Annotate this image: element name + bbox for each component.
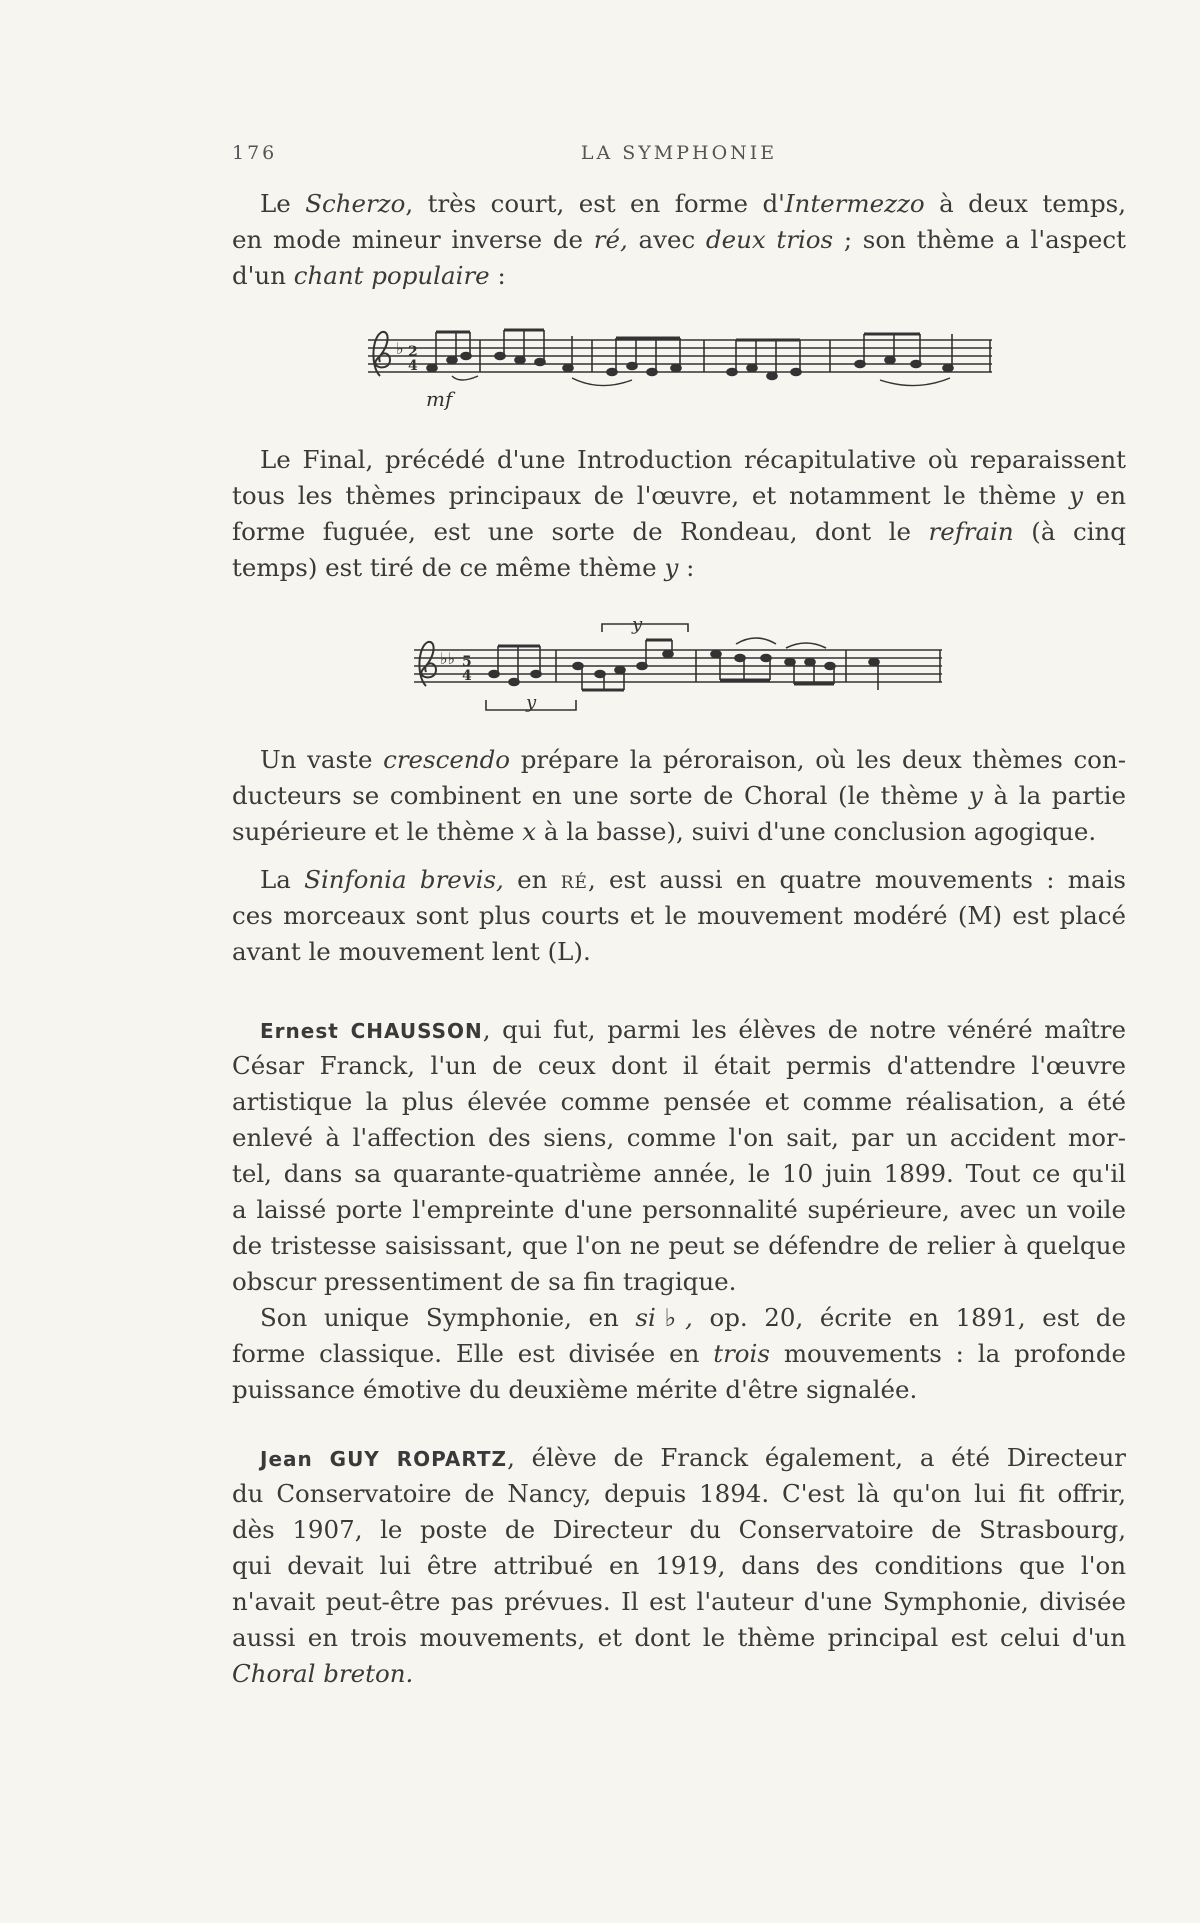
music-example-final: [406, 610, 946, 720]
text-run: artistique la plus élevée comme pensée et comme réalisation, a été: [232, 1087, 1126, 1116]
text-line: [232, 1620, 1126, 1656]
text-run: tel, dans sa quarante-quatrième année, le 10 juin 1899. Tout ce qu'il: [232, 1159, 1126, 1188]
text-run: tous les thèmes principaux de l'œuvre, et notamment le thème: [232, 481, 1070, 510]
text-line: [232, 778, 1126, 814]
italic-run: y: [1069, 481, 1083, 510]
text-line: [232, 1084, 1126, 1120]
text-run: (à cinq: [1013, 517, 1126, 546]
composer-name: Ernest CHAUSSON: [260, 1019, 483, 1043]
theme-label-top: y: [632, 614, 643, 635]
text-run: à la partie: [982, 781, 1126, 810]
text-line: [232, 186, 1126, 222]
paragraph-ropartz: [232, 1440, 1126, 1692]
text-line: [232, 514, 1126, 550]
text-run: mouvements : la profonde: [769, 1339, 1126, 1368]
text-run: en: [1082, 481, 1126, 510]
text-run: Un vaste: [260, 745, 384, 774]
italic-run: Sinfonia brevis,: [304, 865, 504, 894]
svg-text:4: 4: [408, 358, 418, 374]
text-line: [232, 478, 1126, 514]
text-run: ; son thème a l'aspect: [833, 225, 1126, 254]
text-run: :: [678, 553, 695, 582]
text-run: obscur pressentiment de sa fin tragique.: [232, 1267, 737, 1296]
small-caps-run: ré: [560, 865, 588, 894]
italic-run: si♭,: [635, 1303, 693, 1332]
svg-text:♭♭: ♭♭: [440, 649, 456, 668]
text-line: [232, 1584, 1126, 1620]
text-line: [232, 258, 1126, 294]
text-run: puissance émotive du deuxième mérite d'être signalée.: [232, 1375, 918, 1404]
italic-run: x: [522, 817, 537, 846]
text-line: [232, 742, 1126, 778]
text-run: en: [503, 865, 561, 894]
text-run: à deux temps,: [924, 189, 1126, 218]
svg-text:4: 4: [462, 668, 472, 684]
italic-run: y: [664, 553, 679, 582]
text-run: a laissé porte l'empreinte d'une personnalité supérieure, avec un voile: [232, 1195, 1126, 1224]
text-line: [232, 442, 1126, 478]
text-run: temps) est tiré de ce même thème: [232, 553, 665, 582]
italic-run: crescendo: [383, 745, 511, 774]
text-line: [232, 1476, 1126, 1512]
text-line: [232, 862, 1126, 898]
text-line: [232, 1440, 1126, 1476]
text-run: Son unique Symphonie, en: [260, 1303, 636, 1332]
text-run: prépare la péroraison, où les deux thèmes con-: [510, 745, 1126, 774]
text-line: [232, 1156, 1126, 1192]
text-line: [232, 1012, 1126, 1048]
text-run: ces morceaux sont plus courts et le mouvement modéré (M) est placé: [232, 901, 1126, 930]
text-run: n'avait peut-être pas prévues. Il est l'auteur d'une Symphonie, divisée: [232, 1587, 1126, 1616]
text-run: avant le mouvement lent (L).: [232, 937, 591, 966]
text-line: [232, 1656, 1126, 1692]
italic-run: Choral breton.: [232, 1659, 414, 1688]
text-line: [232, 1512, 1126, 1548]
paragraph-peroraison: [232, 742, 1126, 850]
dynamic-marking: mf: [426, 387, 453, 411]
italic-run: Intermezzo: [784, 189, 925, 218]
text-line: [232, 550, 1126, 586]
text-run: du Conservatoire de Nancy, depuis 1894. C'est là qu'on lui fit offrir,: [232, 1479, 1126, 1508]
text-line: [232, 222, 1126, 258]
text-run: , élève de Franck également, a été Directeur: [507, 1443, 1126, 1472]
text-line: [232, 814, 1126, 850]
text-run: dès 1907, le poste de Directeur du Conservatoire de Strasbourg,: [232, 1515, 1126, 1544]
text-run: aussi en trois mouvements, et dont le thème principal est celui d'un: [232, 1623, 1126, 1652]
running-title: LA SYMPHONIE: [580, 142, 778, 164]
text-line: [232, 1228, 1126, 1264]
text-run: enlevé à l'affection des siens, comme l'on sait, par un accident mor-: [232, 1123, 1126, 1152]
text-run: Le Final, précédé d'une Introduction récapitulative où reparaissent: [260, 445, 1126, 474]
page-number: 176: [232, 142, 278, 164]
svg-text:♭: ♭: [396, 339, 404, 358]
text-line: [232, 1336, 1126, 1372]
text-run: d'un: [232, 261, 294, 290]
running-header: [232, 142, 1126, 170]
paragraph-final: [232, 442, 1126, 586]
paragraph-chausson-symphony: [232, 1300, 1126, 1408]
text-run: à la basse), suivi d'une conclusion agogique.: [536, 817, 1097, 846]
italic-run: refrain: [928, 517, 1014, 546]
theme-label-bottom: y: [526, 692, 537, 713]
italic-run: chant populaire: [293, 261, 490, 290]
paragraph-scherzo: [232, 186, 1126, 294]
svg-text:2: 2: [408, 344, 418, 360]
text-run: :: [489, 261, 506, 290]
text-run: César Franck, l'un de ceux dont il était permis d'attendre l'œuvre: [232, 1051, 1126, 1080]
text-run: qui devait lui être attribué en 1919, dans des conditions que l'on: [232, 1551, 1126, 1580]
text-line: [232, 1372, 1126, 1408]
text-line: [232, 1548, 1126, 1584]
text-run: op. 20, écrite en 1891, est de: [692, 1303, 1126, 1332]
text-run: Le: [260, 189, 306, 218]
text-line: [232, 934, 1126, 970]
text-line: [232, 1048, 1126, 1084]
text-line: [232, 1192, 1126, 1228]
music-example-scherzo: [360, 326, 1000, 416]
italic-run: ré,: [593, 225, 628, 254]
paragraph-chausson: [232, 1012, 1126, 1300]
italic-run: deux trios: [705, 225, 834, 254]
text-line: [232, 1120, 1126, 1156]
italic-run: Scherzo: [305, 189, 406, 218]
text-run: ducteurs se combinent en une sorte de Choral (le thème: [232, 781, 970, 810]
text-run: avec: [627, 225, 706, 254]
text-run: forme classique. Elle est divisée en: [232, 1339, 714, 1368]
text-run: forme fuguée, est une sorte de Rondeau, dont le: [232, 517, 929, 546]
text-run: , très court, est en forme d': [405, 189, 785, 218]
text-run: La: [260, 865, 305, 894]
text-run: , est aussi en quatre mouvements : mais: [587, 865, 1126, 894]
italic-run: trois: [713, 1339, 770, 1368]
text-line: [232, 898, 1126, 934]
text-run: , qui fut, parmi les élèves de notre vénéré maître: [482, 1015, 1126, 1044]
paragraph-sinfonia-brevis: [232, 862, 1126, 970]
svg-text:5: 5: [462, 654, 472, 670]
composer-name: Jean GUY ROPARTZ: [260, 1447, 508, 1471]
text-run: en mode mineur inverse de: [232, 225, 594, 254]
text-line: [232, 1264, 1126, 1300]
text-run: supérieure et le thème: [232, 817, 523, 846]
text-line: [232, 1300, 1126, 1336]
italic-run: y: [969, 781, 983, 810]
text-run: de tristesse saisissant, que l'on ne peut se défendre de relier à quelque: [232, 1231, 1126, 1260]
